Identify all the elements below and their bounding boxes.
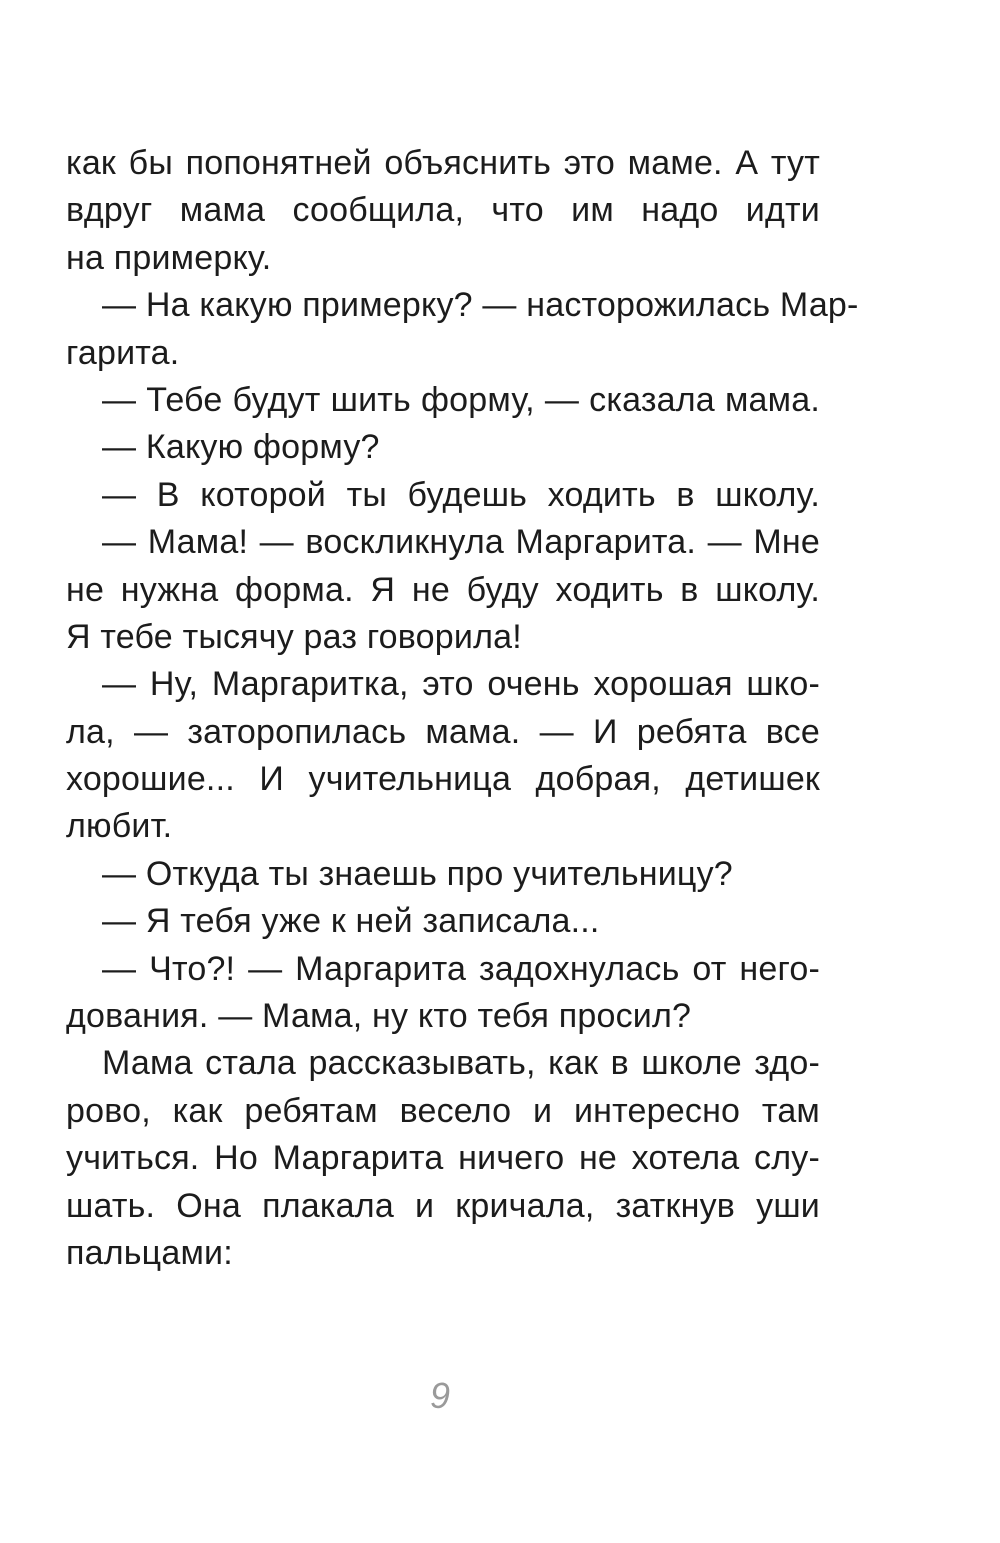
text-line: — Откуда ты знаешь про учительницу? xyxy=(102,854,733,893)
text-line: дования. — Мама, ну кто тебя просил? xyxy=(66,997,692,1036)
text-line: — Я тебя уже к ней записала... xyxy=(102,902,600,941)
text-line: гарита. xyxy=(66,333,180,372)
page-number: 9 xyxy=(429,1375,451,1416)
text-line: — Тебе будут шить форму, — сказала мама. xyxy=(102,380,820,419)
text-line: на примерку. xyxy=(66,238,272,277)
text-line: — Мама! — воскликнула Маргарита. — Мне xyxy=(102,523,820,562)
text-line: — На какую примерку? — насторожилась Мар- xyxy=(102,286,859,325)
body-text xyxy=(66,140,859,1277)
text-line: — Ну, Маргаритка, это очень хорошая шко- xyxy=(102,665,820,704)
text-line: шать. Она плакала и кричала, заткнув уши xyxy=(66,1186,820,1225)
text-line: учиться. Но Маргарита ничего не хотела слу- xyxy=(66,1139,820,1178)
text-line: хорошие... И учительница добрая, детишек xyxy=(66,760,820,799)
text-line: Мама стала рассказывать, как в школе здо- xyxy=(102,1044,820,1083)
text-line: Я тебе тысячу раз говорила! xyxy=(66,617,522,656)
text-line: вдруг мама сообщила, что им надо идти xyxy=(66,191,820,230)
text-line: — В которой ты будешь ходить в школу. xyxy=(102,475,820,514)
text-line: — Какую форму? xyxy=(102,428,380,467)
text-line: — Что?! — Маргарита задохнулась от него- xyxy=(102,949,820,988)
text-line: рово, как ребятам весело и интересно там xyxy=(66,1091,820,1130)
text-line: как бы попонятней объяснить это маме. А тут xyxy=(66,144,820,182)
text-line: пальцами: xyxy=(66,1233,233,1272)
text-line: ла, — заторопилась мама. — И ребята все xyxy=(66,712,820,751)
text-line: не нужна форма. Я не буду ходить в школу. xyxy=(66,570,820,609)
text-line: любит. xyxy=(66,807,173,846)
